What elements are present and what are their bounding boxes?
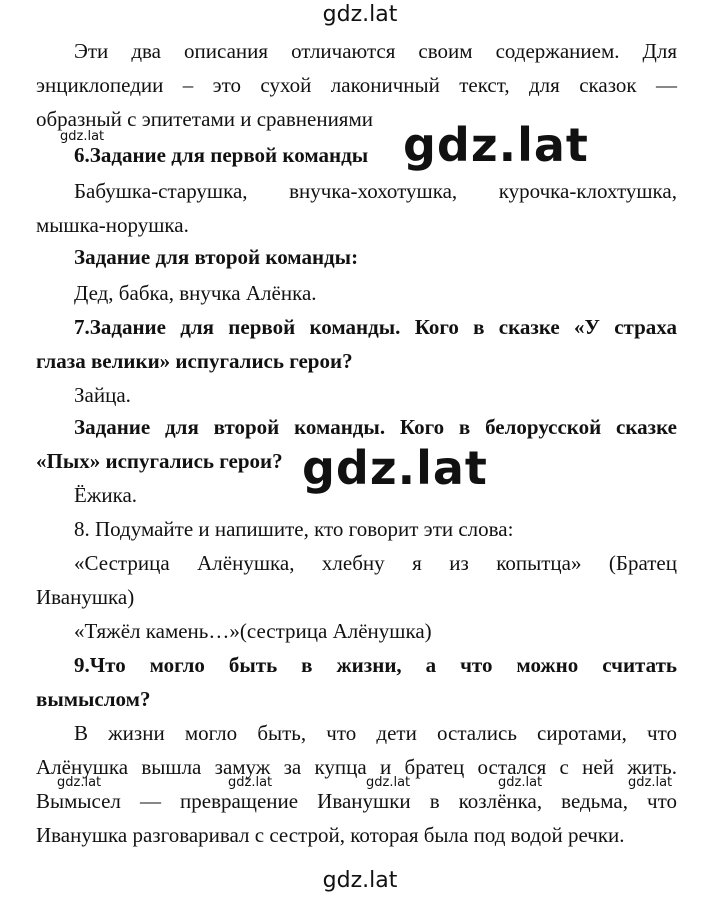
task-6-second-answer: Дед, бабка, внучка Алёнка. [74,281,317,305]
task-9-answer-line: Иванушка разговаривал с сестрой, которая была под водой речки. [36,823,625,847]
watermark-small: gdz.lat [60,129,105,144]
task-6-answer-line: мышка-норушка. [36,213,189,237]
task-6-answer-line: Бабушка-старушка, внучка-хохотушка, курочка-клохтушка, [74,179,677,203]
task-8-answer-line: Иванушка) [36,585,135,609]
task-9-heading-line: вымыслом? [36,687,151,711]
watermark-large: gdz.lat [403,118,589,172]
watermark-small: gdz.lat [228,775,273,790]
watermark-top: gdz.lat [322,2,398,27]
task-7-second-heading-line: «Пых» испугались герои? [36,449,283,473]
task-8-answer-line: «Сестрица Алёнушка, хлебну я из копытца» (Братец [74,551,677,575]
watermark-small: gdz.lat [57,775,102,790]
intro-line: Эти два описания отличаются своим содержанием. Для [74,39,677,63]
watermark-small: gdz.lat [628,775,673,790]
task-6-heading: 6.Задание для первой команды [74,143,369,167]
task-9-answer-line: Алёнушка вышла замуж за купца и братец остался с ней жить. [36,755,677,779]
task-8-question: 8. Подумайте и напишите, кто говорит эти слова: [74,517,514,541]
task-7-heading-line: глаза велики» испугались герои? [36,349,353,373]
task-7-heading-line: 7.Задание для первой команды. Кого в сказке «У страха [74,315,677,339]
task-9-heading-line: 9.Что могло быть в жизни, а что можно считать [74,653,677,677]
task-7-answer: Зайца. [74,383,131,407]
watermark-bottom: gdz.lat [322,868,398,893]
intro-line: энциклопедии – это сухой лаконичный текст, для сказок — [36,73,677,97]
watermark-small: gdz.lat [498,775,543,790]
task-8-answer-line: «Тяжёл камень…»(сестрица Алёнушка) [74,619,432,643]
watermark-large: gdz.lat [302,441,488,495]
intro-line: образный с эпитетами и сравнениями [36,107,373,131]
task-7-second-heading-line: Задание для второй команды. Кого в белорусской сказке [74,415,677,439]
task-6-second-heading: Задание для второй команды: [74,245,359,269]
task-9-answer-line: Вымысел — превращение Иванушки в козлёнка, ведьма, что [36,789,677,813]
watermark-small: gdz.lat [366,775,411,790]
task-9-answer-line: В жизни могло быть, что дети остались сиротами, что [74,721,677,745]
task-7-second-answer: Ёжика. [74,483,138,507]
